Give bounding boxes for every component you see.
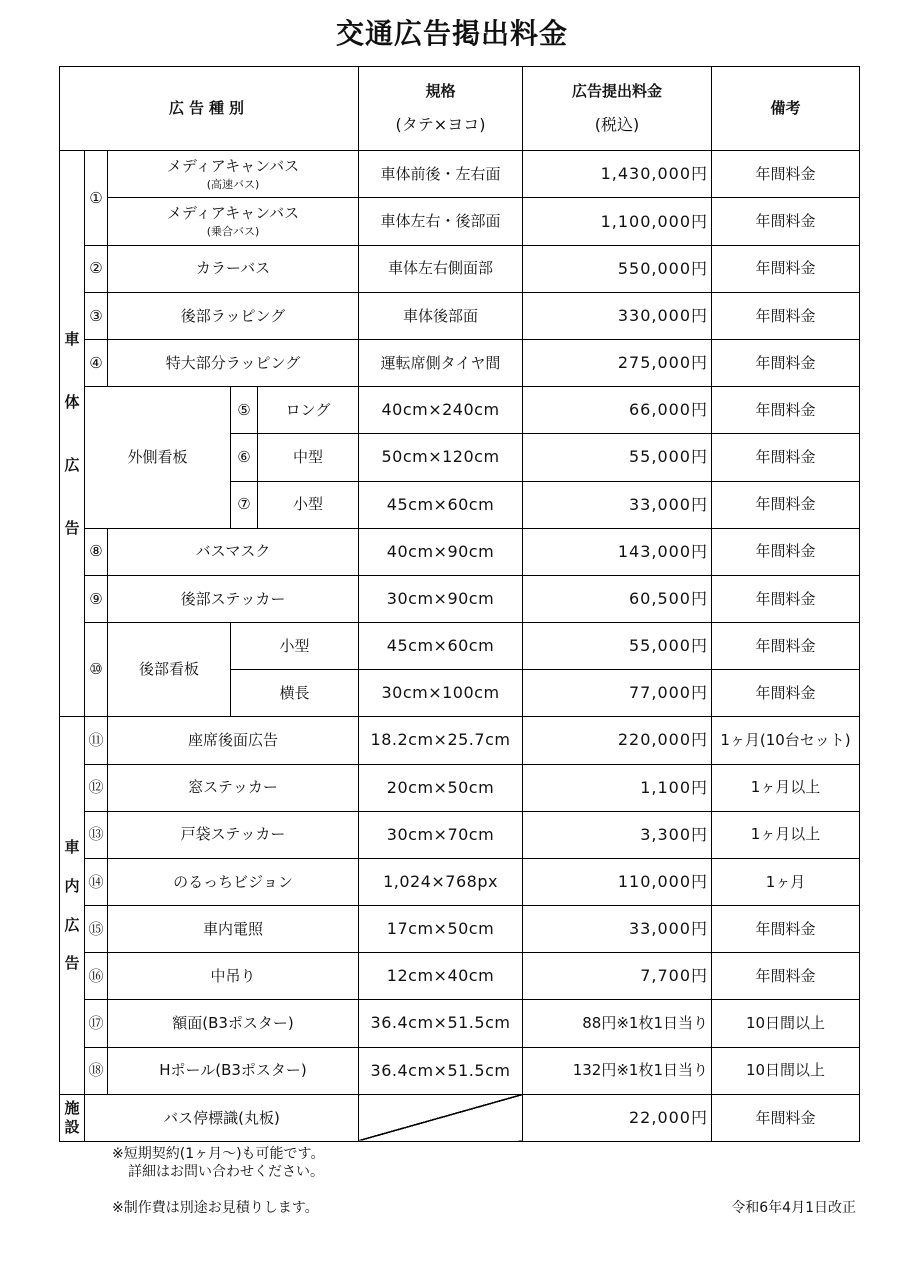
item-spec: 12cm×40cm xyxy=(359,953,523,1000)
item-group-name: 後部看板 xyxy=(108,623,231,717)
group-label-facility xyxy=(60,1094,85,1141)
row-number: ⑰ xyxy=(85,1000,108,1047)
item-price: 22,000円 xyxy=(523,1094,712,1141)
item-spec: 車体左右側面部 xyxy=(359,245,523,292)
header-price-label: 広告提出料金 xyxy=(571,82,662,101)
item-spec: 30cm×100cm xyxy=(359,670,523,717)
item-name-text: メディアキャンバス xyxy=(166,204,300,223)
row-number: ⑩ xyxy=(85,623,108,717)
row-number: ⑫ xyxy=(85,764,108,811)
row-number: ① xyxy=(85,151,108,245)
item-name: 小型 xyxy=(258,481,359,528)
header-row xyxy=(60,67,860,151)
item-name: Hポール(B3ポスター) xyxy=(108,1047,359,1094)
item-price: 33,000円 xyxy=(523,906,712,953)
table-row xyxy=(60,623,860,670)
item-price: 1,100円 xyxy=(523,764,712,811)
item-remarks: 10日間以上 xyxy=(712,1000,860,1047)
item-spec: 40cm×90cm xyxy=(359,528,523,575)
item-name xyxy=(108,198,359,245)
table-row xyxy=(60,575,860,622)
row-number: ③ xyxy=(85,292,108,339)
item-price: 60,500円 xyxy=(523,575,712,622)
item-remarks: 年間料金 xyxy=(712,623,860,670)
table-row xyxy=(60,906,860,953)
table-row xyxy=(60,717,860,764)
item-price: 55,000円 xyxy=(523,434,712,481)
row-number: ② xyxy=(85,245,108,292)
item-name: 額面(B3ポスター) xyxy=(108,1000,359,1047)
header-remarks: 備考 xyxy=(712,67,860,151)
item-name: ロング xyxy=(258,387,359,434)
rate-table xyxy=(59,66,860,1142)
item-remarks: 年間料金 xyxy=(712,151,860,198)
item-spec: 45cm×60cm xyxy=(359,623,523,670)
item-spec: 20cm×50cm xyxy=(359,764,523,811)
group-label-exterior xyxy=(60,151,85,717)
table-row xyxy=(60,1047,860,1094)
item-name: バスマスク xyxy=(108,528,359,575)
item-spec: 50cm×120cm xyxy=(359,434,523,481)
item-price: 77,000円 xyxy=(523,670,712,717)
group-char: 車 xyxy=(64,330,80,349)
item-remarks: 年間料金 xyxy=(712,198,860,245)
item-remarks: 年間料金 xyxy=(712,292,860,339)
item-price: 88円※1枚1日当り xyxy=(523,1000,712,1047)
item-name xyxy=(108,151,359,198)
group-char: 告 xyxy=(64,518,80,537)
item-price: 33,000円 xyxy=(523,481,712,528)
item-spec: 18.2cm×25.7cm xyxy=(359,717,523,764)
item-remarks: 年間料金 xyxy=(712,1094,860,1141)
item-spec: 45cm×60cm xyxy=(359,481,523,528)
item-remarks: 年間料金 xyxy=(712,670,860,717)
item-name: 中吊り xyxy=(108,953,359,1000)
row-number: ⑬ xyxy=(85,811,108,858)
table-row xyxy=(60,858,860,905)
spec-not-applicable xyxy=(359,1094,523,1141)
table-row xyxy=(60,1000,860,1047)
item-price: 110,000円 xyxy=(523,858,712,905)
item-spec: 30cm×90cm xyxy=(359,575,523,622)
item-name: バス停標識(丸板) xyxy=(85,1094,359,1141)
row-number: ⑮ xyxy=(85,906,108,953)
group-label-interior xyxy=(60,717,85,1094)
item-remarks: 年間料金 xyxy=(712,528,860,575)
item-remarks: 年間料金 xyxy=(712,575,860,622)
item-price: 1,100,000円 xyxy=(523,198,712,245)
table-row xyxy=(60,953,860,1000)
item-spec: 36.4cm×51.5cm xyxy=(359,1047,523,1094)
item-price: 275,000円 xyxy=(523,340,712,387)
group-char: 広 xyxy=(64,915,80,934)
item-remarks: 1ヶ月以上 xyxy=(712,811,860,858)
item-remarks: 1ヶ月(10台セット) xyxy=(712,717,860,764)
item-price: 143,000円 xyxy=(523,528,712,575)
item-remarks: 年間料金 xyxy=(712,245,860,292)
group-char: 告 xyxy=(64,954,80,973)
item-name: 戸袋ステッカー xyxy=(108,811,359,858)
row-number: ⑯ xyxy=(85,953,108,1000)
header-price xyxy=(523,67,712,151)
group-char: 広 xyxy=(64,455,80,474)
item-spec: 17cm×50cm xyxy=(359,906,523,953)
item-price: 550,000円 xyxy=(523,245,712,292)
item-name: 横長 xyxy=(231,670,359,717)
row-number: ⑭ xyxy=(85,858,108,905)
note-production: ※制作費は別途お見積りします。 xyxy=(112,1200,319,1216)
header-type-label: 広告種別 xyxy=(168,99,249,118)
table-row xyxy=(60,811,860,858)
item-price: 330,000円 xyxy=(523,292,712,339)
item-price: 55,000円 xyxy=(523,623,712,670)
page-title: 交通広告掲出料金 xyxy=(335,17,568,50)
header-spec-sub: (タテ×ヨコ) xyxy=(395,115,486,135)
header-type xyxy=(60,67,359,151)
header-spec-label: 規格 xyxy=(425,82,456,101)
revision-date: 令和6年4月1日改正 xyxy=(731,1200,856,1216)
item-spec: 車体前後・左右面 xyxy=(359,151,523,198)
item-group-name: 外側看板 xyxy=(85,387,231,529)
row-number: ⑧ xyxy=(85,528,108,575)
item-spec: 運転席側タイヤ間 xyxy=(359,340,523,387)
item-name: 中型 xyxy=(258,434,359,481)
item-price: 7,700円 xyxy=(523,953,712,1000)
item-remarks: 1ヶ月 xyxy=(712,858,860,905)
note-short-term-line2: 詳細はお問い合わせください。 xyxy=(128,1164,324,1180)
group-char: 体 xyxy=(64,393,80,412)
item-price: 132円※1枚1日当り xyxy=(523,1047,712,1094)
item-remarks: 年間料金 xyxy=(712,953,860,1000)
item-remarks: 年間料金 xyxy=(712,481,860,528)
header-price-sub: (税込) xyxy=(594,115,640,135)
item-price: 66,000円 xyxy=(523,387,712,434)
note-short-term xyxy=(112,1145,324,1181)
table-row xyxy=(60,387,860,434)
item-spec: 36.4cm×51.5cm xyxy=(359,1000,523,1047)
item-name: カラーバス xyxy=(108,245,359,292)
group-char: 内 xyxy=(64,876,80,895)
item-spec: 車体後部面 xyxy=(359,292,523,339)
item-name: 小型 xyxy=(231,623,359,670)
item-remarks: 年間料金 xyxy=(712,434,860,481)
item-spec: 30cm×70cm xyxy=(359,811,523,858)
table-row xyxy=(60,764,860,811)
table-row xyxy=(60,1094,860,1141)
table-row xyxy=(60,151,860,198)
group-char: 施 xyxy=(64,1099,80,1118)
row-number: ④ xyxy=(85,340,108,387)
row-number: ⑦ xyxy=(231,481,258,528)
item-remarks: 年間料金 xyxy=(712,387,860,434)
item-remarks: 年間料金 xyxy=(712,906,860,953)
item-name: 車内電照 xyxy=(108,906,359,953)
item-name: 座席後面広告 xyxy=(108,717,359,764)
table-row xyxy=(60,340,860,387)
row-number: ⑪ xyxy=(85,717,108,764)
item-name: 後部ステッカー xyxy=(108,575,359,622)
table-row xyxy=(60,198,860,245)
group-char: 車 xyxy=(64,838,80,857)
row-number: ⑱ xyxy=(85,1047,108,1094)
item-price: 1,430,000円 xyxy=(523,151,712,198)
item-subtitle: (高速バス) xyxy=(206,177,260,191)
item-remarks: 1ヶ月以上 xyxy=(712,764,860,811)
row-number: ⑤ xyxy=(231,387,258,434)
item-remarks: 年間料金 xyxy=(712,340,860,387)
table-row xyxy=(60,245,860,292)
item-name: 窓ステッカー xyxy=(108,764,359,811)
item-spec: 40cm×240cm xyxy=(359,387,523,434)
row-number: ⑥ xyxy=(231,434,258,481)
item-name: のるっちビジョン xyxy=(108,858,359,905)
table-row xyxy=(60,528,860,575)
item-price: 3,300円 xyxy=(523,811,712,858)
item-price: 220,000円 xyxy=(523,717,712,764)
group-char: 設 xyxy=(64,1117,80,1136)
item-subtitle: (乗合バス) xyxy=(206,225,260,239)
item-spec: 1,024×768px xyxy=(359,858,523,905)
item-spec: 車体左右・後部面 xyxy=(359,198,523,245)
table-row xyxy=(60,292,860,339)
item-remarks: 10日間以上 xyxy=(712,1047,860,1094)
item-name: 後部ラッピング xyxy=(108,292,359,339)
note-short-term-line1: ※短期契約(1ヶ月～)も可能です。 xyxy=(112,1146,325,1162)
item-name: 特大部分ラッピング xyxy=(108,340,359,387)
row-number: ⑨ xyxy=(85,575,108,622)
item-name-text: メディアキャンバス xyxy=(166,157,300,176)
header-spec xyxy=(359,67,523,151)
